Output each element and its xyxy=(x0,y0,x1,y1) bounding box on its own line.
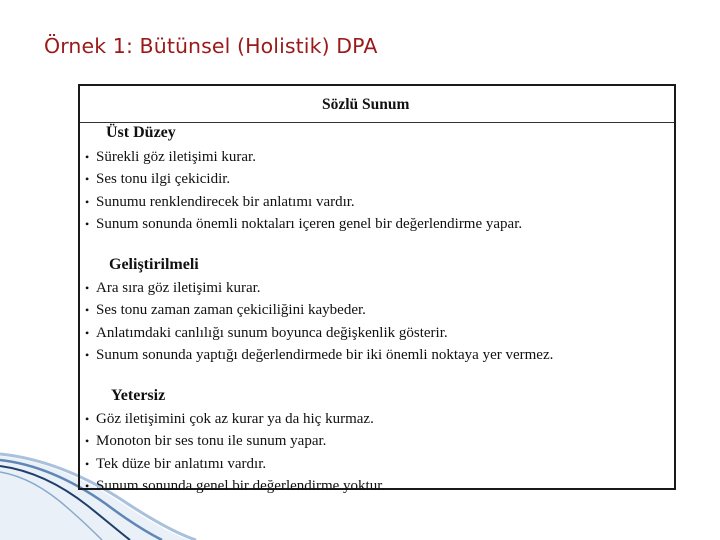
level-heading-ust-duzey: Üst Düzey xyxy=(106,124,176,141)
criteria-item: • Sunum sonunda genel bir değerlendirme yoktur. xyxy=(85,475,385,497)
criteria-item: • Tek düze bir anlatımı vardır. xyxy=(85,453,385,475)
level-heading-yetersiz: Yetersiz xyxy=(111,387,166,404)
rubric-header-title: Sözlü Sunum xyxy=(322,96,410,113)
criteria-item: • Sürekli göz iletişimi kurar. xyxy=(85,146,522,168)
level-heading-gelistirilmeli: Geliştirilmeli xyxy=(109,256,199,273)
criteria-item: • Sunum sonunda önemli noktaları içeren genel bir değerlendirme yapar. xyxy=(85,213,522,235)
criteria-item: • Sunum sonunda yaptığı değerlendirmede bir iki önemli noktaya yer vermez. xyxy=(85,344,553,366)
criteria-list-yetersiz xyxy=(85,408,385,497)
rubric-box xyxy=(78,84,676,494)
criteria-item: • Ses tonu zaman zaman çekiciliğini kaybeder. xyxy=(85,299,553,321)
criteria-list-ust-duzey xyxy=(85,146,522,235)
criteria-list-gelistirilmeli xyxy=(85,277,553,366)
criteria-item: • Ara sıra göz iletişimi kurar. xyxy=(85,277,553,299)
slide-title: Örnek 1: Bütünsel (Holistik) DPA xyxy=(44,34,378,58)
criteria-item: • Ses tonu ilgi çekicidir. xyxy=(85,168,522,190)
criteria-item: • Göz iletişimini çok az kurar ya da hiç kurmaz. xyxy=(85,408,385,430)
criteria-item: • Anlatımdaki canlılığı sunum boyunca değişkenlik gösterir. xyxy=(85,322,553,344)
criteria-item: • Sunumu renklendirecek bir anlatımı vardır. xyxy=(85,191,522,213)
rubric-header xyxy=(80,86,674,123)
criteria-item: • Monoton bir ses tonu ile sunum yapar. xyxy=(85,430,385,452)
